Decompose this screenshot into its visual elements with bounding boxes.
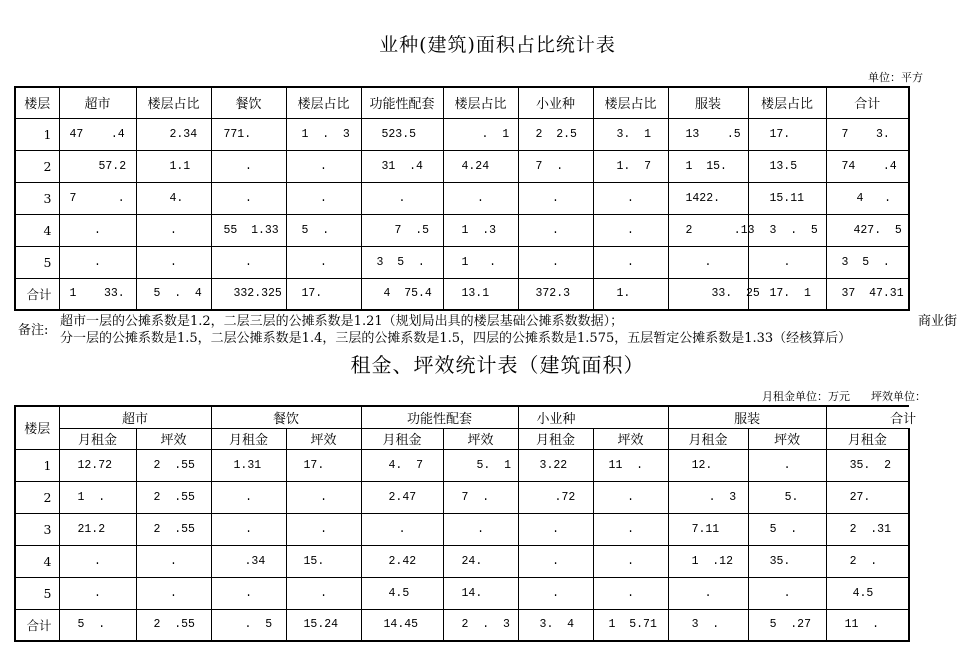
dining-efficiency-cell: 15.	[286, 545, 361, 577]
area-ratio-table-body	[15, 118, 909, 310]
supermarket-efficiency-cell: .	[136, 577, 211, 609]
dining-efficiency-cell: 17.	[286, 449, 361, 481]
facility-efficiency-cell: 2 . 3	[443, 609, 518, 641]
floor-cell: 3	[15, 513, 59, 545]
dining-rent-cell: .	[211, 481, 286, 513]
supermarket-ratio-cell: 4.	[136, 182, 211, 214]
small-business-efficiency-cell: .	[593, 545, 668, 577]
facility-ratio-cell: 1 .3	[443, 214, 518, 246]
group-supermarket: 超市	[59, 406, 211, 428]
apparel-efficiency-cell: .	[748, 577, 826, 609]
facility-efficiency-cell: 5. 1	[443, 449, 518, 481]
group-total-cell	[826, 406, 917, 428]
dining-area-cell: 332.325	[211, 278, 286, 310]
facility-ratio-cell: 4.24	[443, 150, 518, 182]
table-row	[15, 545, 909, 577]
apparel-rent-cell: 1 .12	[668, 545, 748, 577]
floor-cell: 合计	[15, 609, 59, 641]
total-rent-cell: 2 .	[826, 545, 909, 577]
apparel-rent-cell: .	[668, 577, 748, 609]
table-row	[15, 214, 909, 246]
total-rent-cell: 2 .31	[826, 513, 909, 545]
apparel-rent-cell: 12.	[668, 449, 748, 481]
small-business-ratio-cell: .	[593, 182, 668, 214]
apparel-rent-cell: 3 .	[668, 609, 748, 641]
small-business-rent-cell: .	[518, 545, 593, 577]
total-area-cell: 3 5 .	[826, 246, 909, 278]
small-business-efficiency-cell: .	[593, 481, 668, 513]
apparel-area-cell: 1 15.	[668, 150, 748, 182]
small-business-efficiency-cell: .	[593, 577, 668, 609]
note-line-1: 超市一层的公摊系数是1.2，二层三层的公摊系数是1.21（规划局出具的楼层基础公摊系数数据）；	[60, 314, 624, 329]
total-area-cell: 4 .	[826, 182, 909, 214]
apparel-area-cell: 1422.	[668, 182, 748, 214]
table-row	[15, 246, 909, 278]
floor-cell: 4	[15, 214, 59, 246]
dining-efficiency-cell: .	[286, 577, 361, 609]
dining-ratio-cell: 17.	[286, 278, 361, 310]
header-small-business: 小业种	[518, 87, 593, 118]
supermarket-area-cell: 1 33.	[59, 278, 136, 310]
header-floor: 楼层	[15, 87, 59, 118]
floor-cell: 5	[15, 246, 59, 278]
facility-area-cell: .	[361, 182, 443, 214]
table-row	[15, 182, 909, 214]
rent-unit-label: 月租金单位：万元	[762, 390, 850, 403]
supermarket-ratio-cell: .	[136, 246, 211, 278]
floor-cell: 1	[15, 449, 59, 481]
area-ratio-table	[14, 86, 910, 311]
apparel-area-cell: 33. 25	[668, 278, 748, 310]
small-business-ratio-cell: 1.	[593, 278, 668, 310]
table-row	[15, 481, 909, 513]
floor-cell: 1	[15, 118, 59, 150]
dining-ratio-cell: 1 . 3	[286, 118, 361, 150]
facility-rent-cell: 2.47	[361, 481, 443, 513]
header-facility-ratio: 楼层占比	[443, 87, 518, 118]
apparel-efficiency-cell: 5 .	[748, 513, 826, 545]
apparel-ratio-cell: 17. 1	[748, 278, 826, 310]
supermarket-area-cell: .	[59, 214, 136, 246]
supermarket-rent-cell: .	[59, 577, 136, 609]
supermarket-rent-cell: 5 .	[59, 609, 136, 641]
table-row	[15, 449, 909, 481]
dining-area-cell: .	[211, 182, 286, 214]
small-business-ratio-cell: .	[593, 214, 668, 246]
group-apparel: 服装	[668, 406, 826, 428]
small-business-efficiency-cell: .	[593, 513, 668, 545]
supermarket-efficiency-cell: 2 .55	[136, 449, 211, 481]
header-row	[15, 87, 909, 118]
dining-rent-cell: . 5	[211, 609, 286, 641]
floor-cell: 2	[15, 481, 59, 513]
total-rent-cell: 11 .	[826, 609, 909, 641]
total-row	[15, 609, 909, 641]
facility-ratio-cell: . 1	[443, 118, 518, 150]
apparel-ratio-cell: 17.	[748, 118, 826, 150]
area-ratio-title: 业种(建筑)面积占比统计表	[379, 34, 616, 56]
facility-area-cell: 7 .5	[361, 214, 443, 246]
apparel-rent-cell: . 3	[668, 481, 748, 513]
dining-area-cell: .	[211, 246, 286, 278]
total-area-cell: 7 3.	[826, 118, 909, 150]
subheader-dining-efficiency: 坪效	[286, 428, 361, 449]
small-business-area-cell: 7 .	[518, 150, 593, 182]
facility-area-cell: 3 5 .	[361, 246, 443, 278]
supermarket-rent-cell: .	[59, 545, 136, 577]
small-business-ratio-cell: 1. 7	[593, 150, 668, 182]
subheader-supermarket-efficiency: 坪效	[136, 428, 211, 449]
facility-area-cell: 31 .4	[361, 150, 443, 182]
dining-ratio-cell: .	[286, 182, 361, 214]
group-header-row	[15, 406, 909, 428]
supermarket-area-cell: .	[59, 246, 136, 278]
apparel-area-cell: 13 .5	[668, 118, 748, 150]
small-business-area-cell: .	[518, 246, 593, 278]
floor-cell: 合计	[15, 278, 59, 310]
supermarket-rent-cell: 12.72	[59, 449, 136, 481]
apparel-efficiency-cell: 5.	[748, 481, 826, 513]
header-apparel: 服装	[668, 87, 748, 118]
header-dining: 餐饮	[211, 87, 286, 118]
note-line-2: 分一层的公摊系数是1.5，二层公摊系数是1.4，三层的公摊系数是1.5，四层的公摊系数是1.575，五层暂定公摊系数是1.33（经核算后）	[60, 331, 852, 346]
header-total: 合计	[826, 87, 909, 118]
subheader-small-business-efficiency: 坪效	[593, 428, 668, 449]
apparel-ratio-cell: .	[748, 246, 826, 278]
total-rent-cell: 27.	[826, 481, 909, 513]
small-business-area-cell: 2 2.5	[518, 118, 593, 150]
facility-rent-cell: .	[361, 513, 443, 545]
subheader-row	[15, 428, 909, 449]
supermarket-rent-cell: 21.2	[59, 513, 136, 545]
supermarket-area-cell: 7 .	[59, 182, 136, 214]
facility-rent-cell: 14.45	[361, 609, 443, 641]
total-rent-cell: 4.5	[826, 577, 909, 609]
supermarket-efficiency-cell: .	[136, 545, 211, 577]
supermarket-area-cell: 47 .4	[59, 118, 136, 150]
facility-ratio-cell: .	[443, 182, 518, 214]
note-line-1-tail: 商业街	[918, 314, 957, 329]
facility-ratio-cell: 13.1	[443, 278, 518, 310]
dining-ratio-cell: .	[286, 246, 361, 278]
subheader-dining-rent: 月租金	[211, 428, 286, 449]
supermarket-rent-cell: 1 .	[59, 481, 136, 513]
floor-cell: 5	[15, 577, 59, 609]
dining-rent-cell: .34	[211, 545, 286, 577]
floor-cell: 3	[15, 182, 59, 214]
supermarket-ratio-cell: 2.34	[136, 118, 211, 150]
apparel-area-cell: .	[668, 246, 748, 278]
facility-rent-cell: 2.42	[361, 545, 443, 577]
facility-area-cell: 523.5	[361, 118, 443, 150]
floor-cell: 2	[15, 150, 59, 182]
dining-ratio-cell: 5 .	[286, 214, 361, 246]
apparel-efficiency-cell: 35.	[748, 545, 826, 577]
small-business-efficiency-cell: 11 .	[593, 449, 668, 481]
supermarket-ratio-cell: 5 . 4	[136, 278, 211, 310]
dining-ratio-cell: .	[286, 150, 361, 182]
small-business-rent-cell: 3. 4	[518, 609, 593, 641]
small-business-rent-cell: .	[518, 577, 593, 609]
supermarket-efficiency-cell: 2 .55	[136, 513, 211, 545]
supermarket-efficiency-cell: 2 .55	[136, 481, 211, 513]
facility-ratio-cell: 1 .	[443, 246, 518, 278]
efficiency-unit-label: 坪效单位：	[871, 390, 926, 403]
dining-efficiency-cell: 15.24	[286, 609, 361, 641]
table-row	[15, 513, 909, 545]
small-business-ratio-cell: .	[593, 246, 668, 278]
header-small-business-ratio: 楼层占比	[593, 87, 668, 118]
small-business-area-cell: 372.3	[518, 278, 593, 310]
header-floor: 楼层	[15, 406, 59, 449]
subheader-apparel-efficiency: 坪效	[748, 428, 826, 449]
subheader-small-business-rent: 月租金	[518, 428, 593, 449]
supermarket-area-cell: 57.2	[59, 150, 136, 182]
small-business-area-cell: .	[518, 182, 593, 214]
dining-area-cell: 771.	[211, 118, 286, 150]
supermarket-ratio-cell: .	[136, 214, 211, 246]
header-dining-ratio: 楼层占比	[286, 87, 361, 118]
apparel-efficiency-cell: 5 .27	[748, 609, 826, 641]
facility-efficiency-cell: 24.	[443, 545, 518, 577]
header-apparel-ratio: 楼层占比	[748, 87, 826, 118]
facility-area-cell: 4 75.4	[361, 278, 443, 310]
small-business-rent-cell: 3.22	[518, 449, 593, 481]
header-facility: 功能性配套	[361, 87, 443, 118]
apparel-ratio-cell: 15.11	[748, 182, 826, 214]
small-business-rent-cell: .72	[518, 481, 593, 513]
facility-rent-cell: 4.5	[361, 577, 443, 609]
dining-rent-cell: 1.31	[211, 449, 286, 481]
apparel-rent-cell: 7.11	[668, 513, 748, 545]
subheader-facility-efficiency: 坪效	[443, 428, 518, 449]
table-row	[15, 577, 909, 609]
table-row	[15, 118, 909, 150]
supermarket-efficiency-cell: 2 .55	[136, 609, 211, 641]
rent-efficiency-title: 租金、坪效统计表（建筑面积）	[350, 353, 645, 377]
subheader-facility-rent: 月租金	[361, 428, 443, 449]
small-business-ratio-cell: 3. 1	[593, 118, 668, 150]
group-facility: 功能性配套	[361, 406, 518, 428]
facility-efficiency-cell: 14.	[443, 577, 518, 609]
supermarket-ratio-cell: 1.1	[136, 150, 211, 182]
total-area-cell: 37 47.31	[826, 278, 909, 310]
apparel-efficiency-cell: .	[748, 449, 826, 481]
facility-rent-cell: 4. 7	[361, 449, 443, 481]
header-supermarket-ratio: 楼层占比	[136, 87, 211, 118]
rent-efficiency-table-body	[15, 449, 909, 641]
dining-efficiency-cell: .	[286, 513, 361, 545]
dining-area-cell: 55 1.33	[211, 214, 286, 246]
group-total: 合计	[890, 411, 917, 427]
dining-rent-cell: .	[211, 577, 286, 609]
small-business-area-cell: .	[518, 214, 593, 246]
total-area-cell: 74 .4	[826, 150, 909, 182]
subheader-total-rent: 月租金	[826, 428, 909, 449]
note-label: 备注:	[18, 323, 49, 338]
subheader-supermarket-rent: 月租金	[59, 428, 136, 449]
dining-efficiency-cell: .	[286, 481, 361, 513]
small-business-efficiency-cell: 1 5.71	[593, 609, 668, 641]
table-row	[15, 150, 909, 182]
total-rent-cell: 35. 2	[826, 449, 909, 481]
total-area-cell: 427. 5	[826, 214, 909, 246]
dining-area-cell: .	[211, 150, 286, 182]
area-unit-label: 单位：平方	[868, 71, 923, 84]
apparel-area-cell: 2 .13	[668, 214, 748, 246]
total-row	[15, 278, 909, 310]
apparel-ratio-cell: 13.5	[748, 150, 826, 182]
floor-cell: 4	[15, 545, 59, 577]
group-small-business: 小业种	[518, 406, 668, 428]
facility-efficiency-cell: 7 .	[443, 481, 518, 513]
apparel-ratio-cell: 3 . 5	[748, 214, 826, 246]
subheader-apparel-rent: 月租金	[668, 428, 748, 449]
dining-rent-cell: .	[211, 513, 286, 545]
small-business-rent-cell: .	[518, 513, 593, 545]
rent-efficiency-table	[14, 405, 917, 642]
header-supermarket: 超市	[59, 87, 136, 118]
group-dining: 餐饮	[211, 406, 361, 428]
facility-efficiency-cell: .	[443, 513, 518, 545]
